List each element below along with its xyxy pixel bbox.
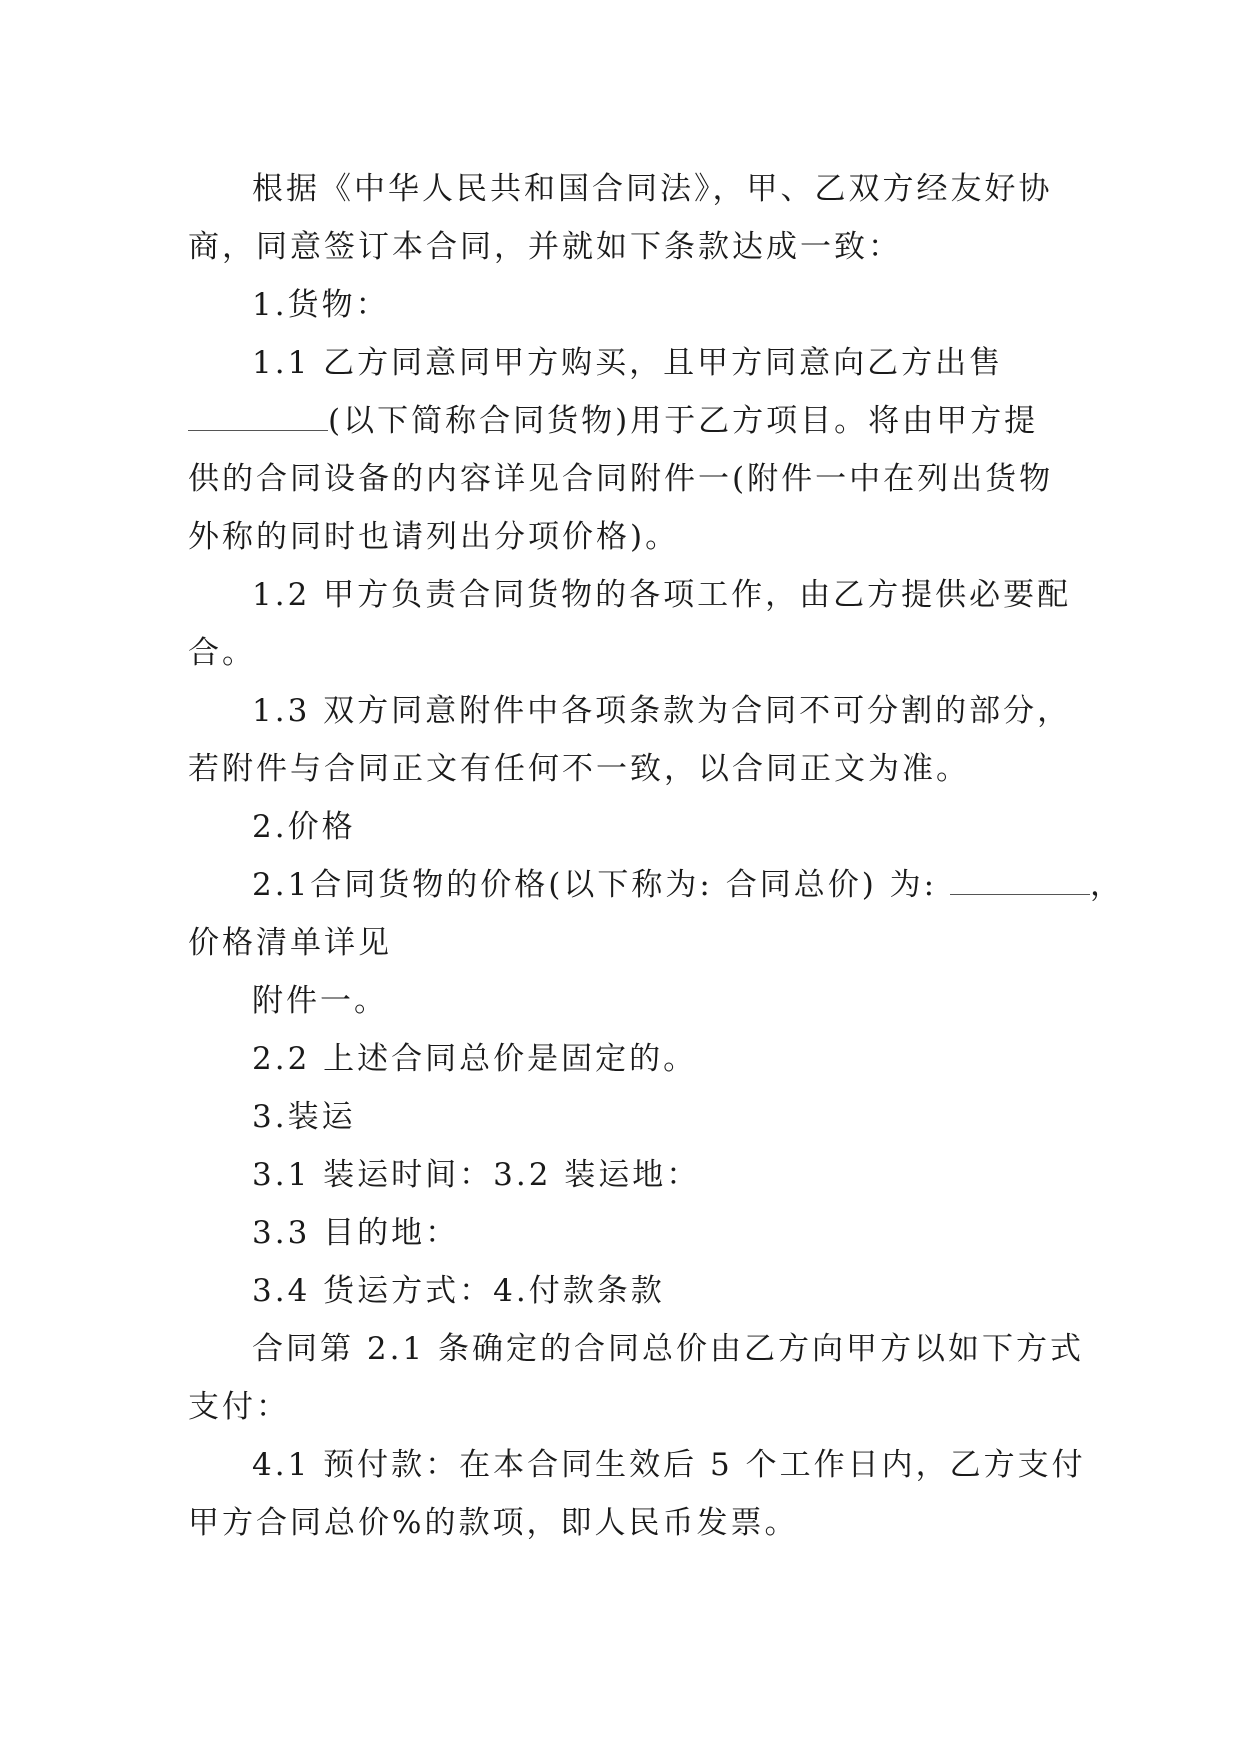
clause-4-1-line2: 甲方合同总价%的款项，即人民币发票。 <box>188 1505 799 1541</box>
paragraph-intro-line1: 根据《中华人民共和国合同法》，甲、乙双方经友好协 <box>252 171 1053 207</box>
clause-1-1-line3: 供的合同设备的内容详见合同附件一(附件一中在列出货物 <box>188 461 1054 497</box>
section-heading-goods: 1.货物： <box>252 287 390 323</box>
clause-1-3-line1: 1.3 双方同意附件中各项条款为合同不可分割的部分， <box>252 693 1072 729</box>
clause-2-1-line1 <box>188 856 1124 914</box>
clause-2-1-comma: ， <box>1089 867 1124 903</box>
document-body <box>188 160 1124 1552</box>
clause-3-3: 3.3 目的地： <box>252 1215 460 1251</box>
clause-3-1-3-2: 3.1 装运时间：3.2 装运地： <box>252 1157 701 1193</box>
section-heading-shipping: 3.装运 <box>252 1099 356 1135</box>
clause-1-2-line2: 合。 <box>188 635 256 671</box>
clause-1-2-line1: 1.2 甲方负责合同货物的各项工作，由乙方提供必要配 <box>252 577 1072 613</box>
blank-total-price <box>950 864 1090 895</box>
clause-1-1-line2 <box>188 392 1058 450</box>
clause-2-1-line2: 价格清单详见 <box>188 925 392 961</box>
clause-1-1-line1: 1.1 乙方同意同甲方购买，且甲方同意向乙方出售 <box>252 345 1004 381</box>
payment-intro-line2: 支付： <box>188 1389 290 1425</box>
clause-1-3-line2: 若附件与合同正文有任何不一致，以合同正文为准。 <box>188 751 970 787</box>
blank-goods-name <box>188 400 328 431</box>
clause-2-1-text: 2.1合同货物的价格(以下称为: 合同总价) 为: <box>252 867 950 903</box>
clause-2-1-line3: 附件一。 <box>252 983 388 1019</box>
clause-1-1-line4: 外称的同时也请列出分项价格)。 <box>188 519 680 555</box>
section-heading-price: 2.价格 <box>252 809 356 845</box>
clause-1-1-line2-text: (以下简称合同货物)用于乙方项目。将由甲方提 <box>328 403 1039 439</box>
paragraph-intro-line2: 商，同意签订本合同，并就如下条款达成一致： <box>188 229 902 265</box>
clause-4-1-line1: 4.1 预付款：在本合同生效后 5 个工作日内，乙方支付 <box>252 1447 1086 1483</box>
clause-3-4-and-section-4: 3.4 货运方式：4.付款条款 <box>252 1273 665 1309</box>
clause-2-2: 2.2 上述合同总价是固定的。 <box>252 1041 698 1077</box>
payment-intro-line1: 合同第 2.1 条确定的合同总价由乙方向甲方以如下方式 <box>252 1331 1085 1367</box>
